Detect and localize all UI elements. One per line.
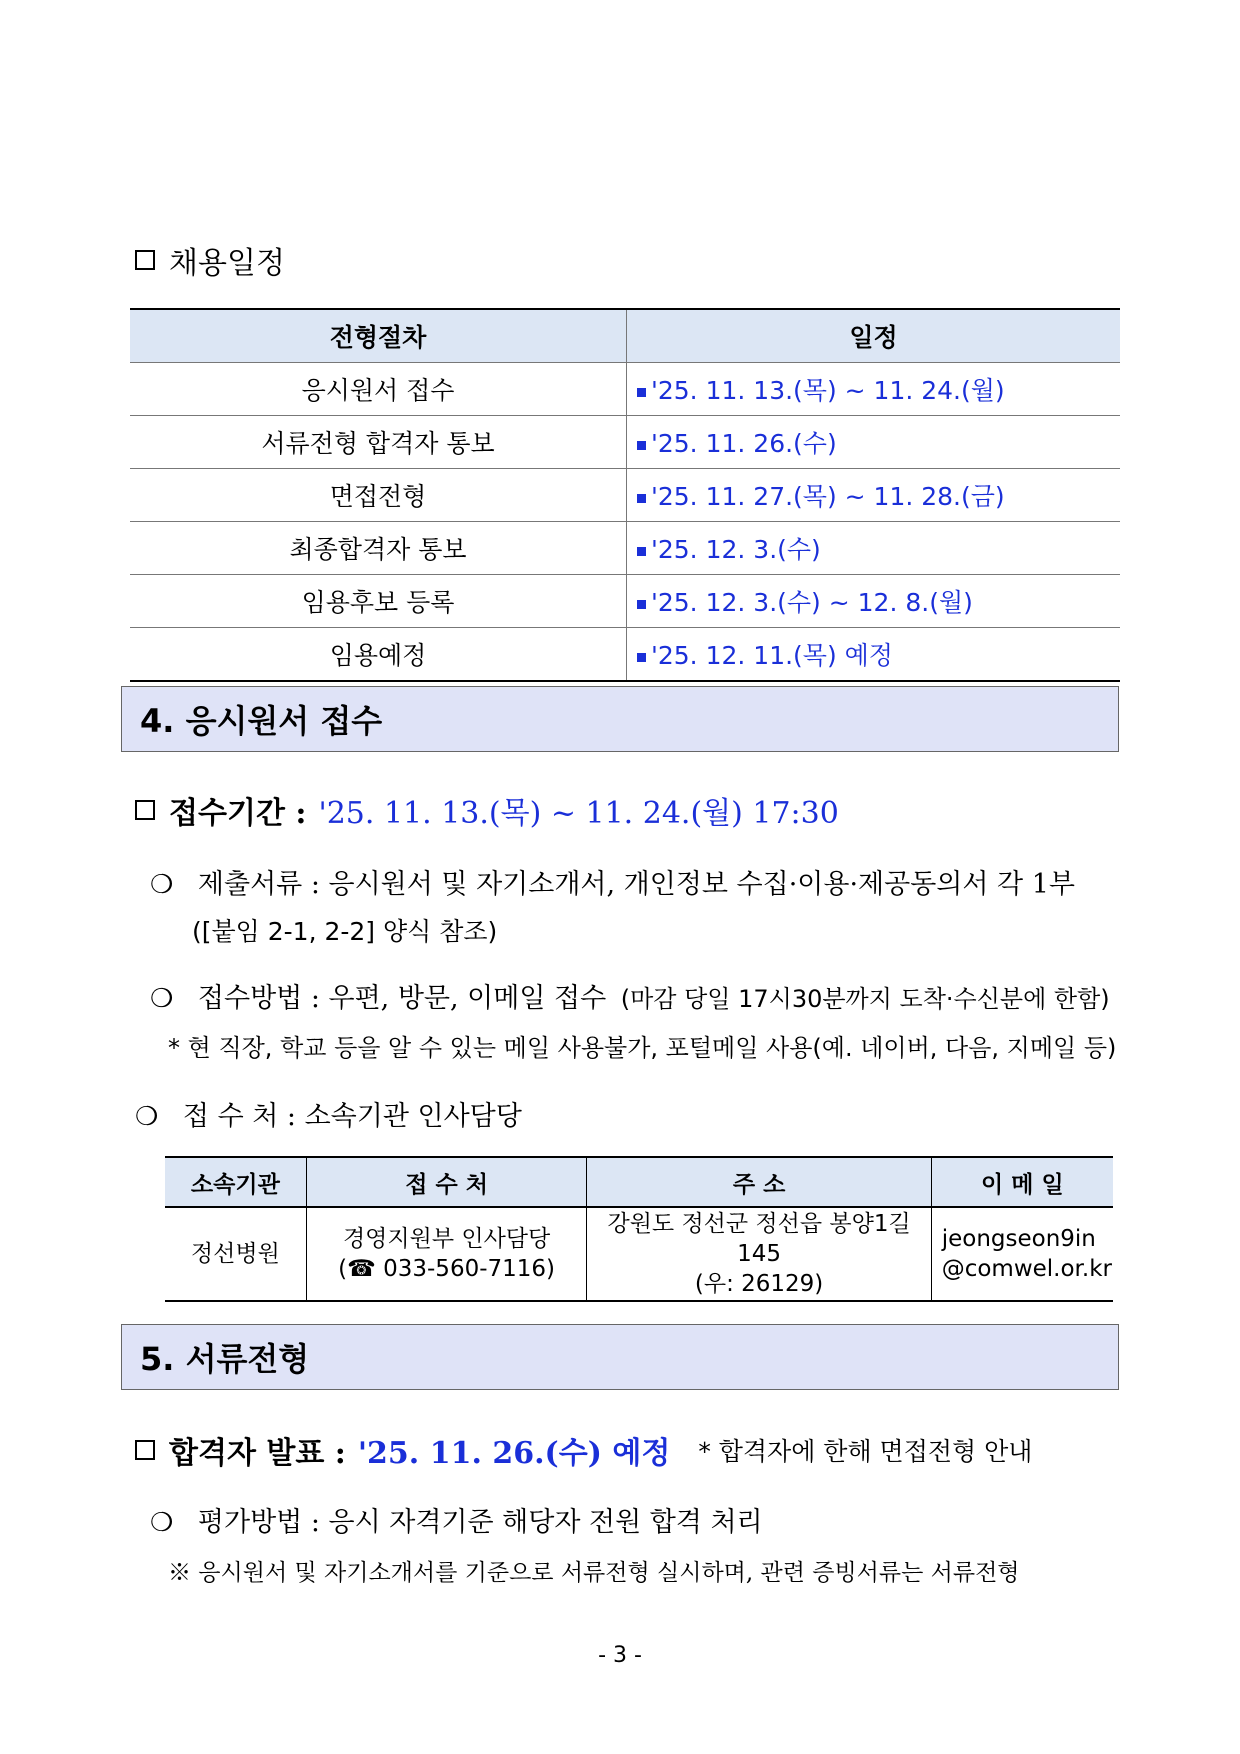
date-text: '25. 11. 26.(수) — [651, 429, 837, 458]
receipt-period — [135, 788, 839, 832]
email-line-2: @comwel.or.kr — [941, 1256, 1112, 1282]
checkbox-icon — [135, 800, 155, 820]
email-cell — [931, 1207, 1113, 1301]
square-bullet-icon — [637, 441, 646, 450]
square-bullet-icon — [637, 388, 646, 397]
date-text: '25. 11. 13.(목) ~ 11. 24.(월) — [651, 376, 1005, 405]
period-label: 접수기간 : — [169, 796, 307, 831]
square-bullet-icon — [637, 547, 646, 556]
office-line-1: 경영지원부 인사담당 — [342, 1226, 551, 1252]
email-line-1: jeongseon9in — [941, 1226, 1096, 1252]
address-cell — [587, 1207, 931, 1301]
date-text: '25. 12. 3.(수) — [651, 535, 821, 564]
col-stage-header: 전형절차 — [130, 309, 627, 363]
date-text: '25. 11. 27.(목) ~ 11. 28.(금) — [651, 482, 1005, 511]
office-cell — [306, 1207, 587, 1301]
office-line-2: (☎ 033-560-7116) — [338, 1256, 556, 1282]
col-email-header: 이 메 일 — [931, 1157, 1113, 1207]
circle-bullet-icon: ❍ — [150, 984, 174, 1014]
square-bullet-icon — [637, 600, 646, 609]
place-bullet — [135, 1094, 522, 1133]
schedule-heading-text: 채용일정 — [169, 246, 285, 281]
place-text: 접 수 처 : 소속기관 인사담당 — [182, 1101, 522, 1132]
date-cell — [627, 628, 1121, 682]
square-bullet-icon — [637, 494, 646, 503]
docs-bullet — [150, 862, 1075, 901]
method-bullet — [150, 976, 1110, 1015]
table-row — [130, 575, 1120, 628]
eval-text: 평가방법 : 응시 자격기준 해당자 전원 합격 처리 — [197, 1507, 763, 1538]
announce-value: '25. 11. 26.(수) 예정 — [357, 1436, 671, 1471]
circle-bullet-icon: ❍ — [150, 1508, 174, 1538]
col-office-header: 접 수 처 — [306, 1157, 587, 1207]
schedule-header-row — [130, 309, 1120, 363]
stage-cell: 서류전형 합격자 통보 — [130, 416, 627, 469]
col-date-header: 일정 — [627, 309, 1121, 363]
stage-cell: 면접전형 — [130, 469, 627, 522]
date-cell — [627, 575, 1121, 628]
eval-bullet — [150, 1500, 763, 1539]
stage-cell: 응시원서 접수 — [130, 363, 627, 416]
section-4-title: 4. 응시원서 접수 — [121, 686, 1119, 752]
table-row — [130, 522, 1120, 575]
date-cell — [627, 416, 1121, 469]
stage-cell: 최종합격자 통보 — [130, 522, 627, 575]
date-text: '25. 12. 3.(수) ~ 12. 8.(월) — [651, 588, 973, 617]
method-note: (마감 당일 17시30분까지 도착·수신분에 한함) — [620, 985, 1110, 1013]
square-bullet-icon — [637, 653, 646, 662]
date-cell — [627, 469, 1121, 522]
period-value: '25. 11. 13.(목) ~ 11. 24.(월) 17:30 — [318, 796, 839, 831]
stage-cell: 임용후보 등록 — [130, 575, 627, 628]
method-label: 접수방법 : 우편, 방문, 이메일 접수 — [197, 983, 607, 1014]
table-row — [130, 628, 1120, 682]
schedule-table — [130, 308, 1120, 682]
date-text: '25. 12. 11.(목) 예정 — [651, 641, 893, 670]
table-row — [165, 1207, 1113, 1301]
circle-bullet-icon: ❍ — [150, 870, 174, 900]
org-cell: 정선병원 — [165, 1207, 306, 1301]
date-cell — [627, 522, 1121, 575]
announce-line — [135, 1428, 1032, 1472]
circle-bullet-icon: ❍ — [135, 1102, 159, 1132]
checkbox-icon — [135, 250, 155, 270]
col-org-header: 소속기관 — [165, 1157, 306, 1207]
checkbox-icon — [135, 1440, 155, 1460]
page-number: - 3 - — [598, 1643, 642, 1668]
method-star-note: * 현 직장, 학교 등을 알 수 있는 메일 사용불가, 포털메일 사용(예. 네이버, 다음, 지메일 등) — [168, 1034, 1117, 1062]
schedule-heading — [135, 238, 285, 282]
receipt-table — [165, 1156, 1113, 1302]
eval-note: ※ 응시원서 및 자기소개서를 기준으로 서류전형 실시하며, 관련 증빙서류는 서류전형 — [168, 1560, 1020, 1586]
address-line-2: (우: 26129) — [694, 1271, 824, 1297]
table-row — [130, 363, 1120, 416]
table-row — [130, 416, 1120, 469]
section-5-title: 5. 서류전형 — [121, 1324, 1119, 1390]
docs-note: ([붙임 2-1, 2-2] 양식 참조) — [192, 917, 498, 946]
stage-cell: 임용예정 — [130, 628, 627, 682]
announce-note: * 합격자에 한해 면접전형 안내 — [698, 1437, 1033, 1466]
receipt-header-row — [165, 1157, 1113, 1207]
announce-label: 합격자 발표 : — [169, 1436, 346, 1471]
address-line-1: 강원도 정선군 정선읍 봉양1길 145 — [607, 1211, 911, 1267]
table-row — [130, 469, 1120, 522]
col-address-header: 주 소 — [587, 1157, 931, 1207]
docs-text: 제출서류 : 응시원서 및 자기소개서, 개인정보 수집·이용·제공동의서 각 1부 — [197, 869, 1075, 900]
date-cell — [627, 363, 1121, 416]
